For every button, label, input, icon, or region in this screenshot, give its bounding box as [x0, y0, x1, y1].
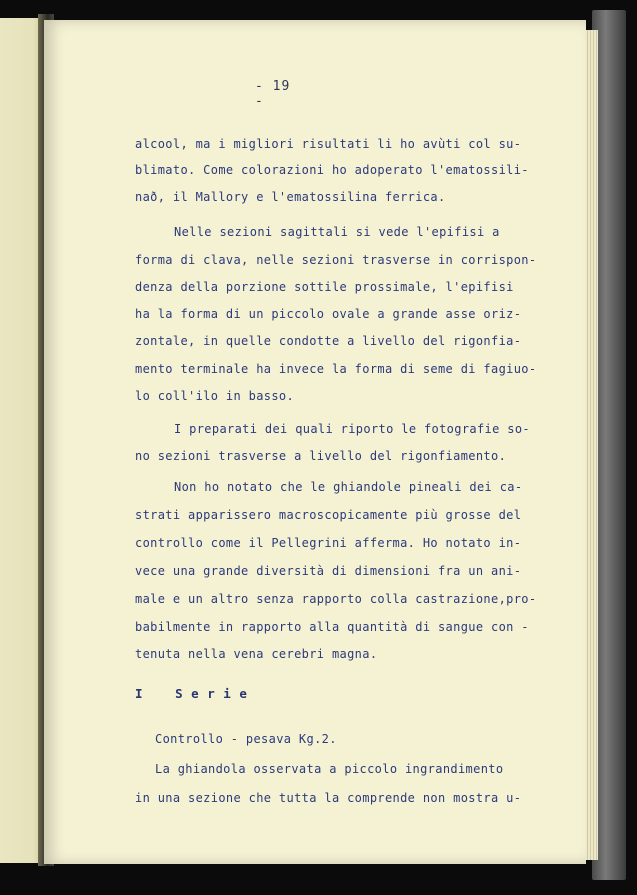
- text-line: alcool, ma i migliori risultati li ho avùti col su-: [135, 137, 522, 151]
- text-line: La ghiandola osservata a piccolo ingrandimento: [155, 762, 504, 776]
- text-line: babilmente in rapporto alla quantità di sangue con -: [135, 620, 529, 634]
- text-line: I preparati dei quali riporto le fotografie so-: [174, 422, 531, 436]
- text-line: denza della porzione sottile prossimale, l'epifisi: [135, 280, 514, 294]
- text-line: in una sezione che tutta la comprende non mostra u-: [135, 791, 522, 805]
- text-line: no sezioni trasverse a livello del rigonfiamento.: [135, 449, 507, 463]
- text-line: tenuta nella vena cerebri magna.: [135, 647, 378, 661]
- text-line: controllo come il Pellegrini afferma. Ho notato in-: [135, 536, 522, 550]
- section-heading: I S e r i e: [135, 686, 248, 701]
- text-line: vece una grande diversità di dimensioni fra un ani-: [135, 564, 522, 578]
- text-line: forma di clava, nelle sezioni trasverse in corrispon-: [135, 253, 537, 267]
- text-line: blimato. Come colorazioni ho adoperato l'ematossili-: [135, 163, 529, 177]
- text-line: Nelle sezioni sagittali si vede l'epifisi a: [174, 225, 500, 239]
- text-line: strati apparissero macroscopicamente più grosse del: [135, 508, 522, 522]
- text-line: Controllo - pesava Kg.2.: [155, 732, 337, 746]
- text-line: zontale, in quelle condotte a livello del rigonfia-: [135, 334, 522, 348]
- text-line: lo coll'ilo in basso.: [135, 389, 295, 403]
- text-line: male e un altro senza rapporto colla castrazione,pro-: [135, 592, 537, 606]
- text-line: mento terminale ha invece la forma di seme di fagiuo-: [135, 362, 537, 376]
- text-line: nað, il Mallory e l'ematossilina ferrica.: [135, 190, 446, 204]
- page-number: - 19 -: [255, 79, 291, 109]
- text-line: ha la forma di un piccolo ovale a grande asse oriz-: [135, 307, 522, 321]
- text-line: Non ho notato che le ghiandole pineali dei ca-: [174, 480, 523, 494]
